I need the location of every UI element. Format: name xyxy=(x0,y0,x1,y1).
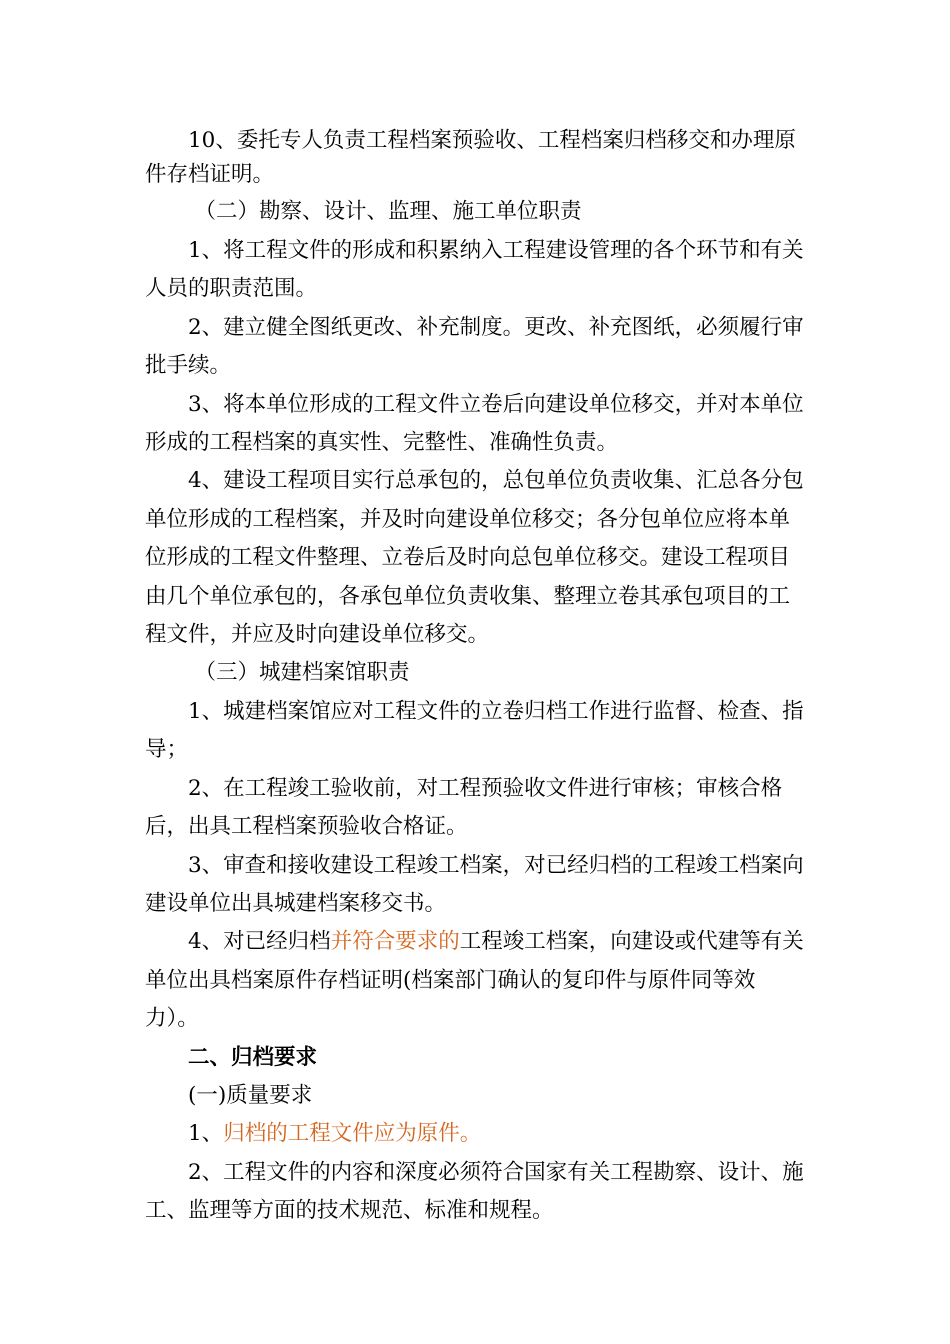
paragraph-survey-1: 1、将工程文件的形成和积累纳入工程建设管理的各个环节和有关人员的职责范围。 xyxy=(145,238,804,302)
paragraph-archive-4-part2: 工程竣工档案，向建设或代建等有关单位出具档案原件存档证明(档案部门确认的复印件与原件同等效力）。 xyxy=(145,929,804,1032)
paragraph-archive-1: 1、城建档案馆应对工程文件的立卷归档工作进行监督、检查、指导； xyxy=(145,698,804,763)
paragraph-survey-2: 2、建立健全图纸更改、补充制度。更改、补充图纸，必须履行审批手续。 xyxy=(145,314,804,379)
highlighted-text: 归档的工程文件应为原件。 xyxy=(223,1121,482,1147)
paragraph-survey-3: 3、将本单位形成的工程文件立卷后向建设单位移交，并对本单位形成的工程档案的真实性、完整性、准确性负责。 xyxy=(145,391,804,456)
paragraph-quality-1-prefix: 1、 xyxy=(188,1121,224,1147)
paragraph-archive-4 xyxy=(145,923,809,1038)
section-heading-filing-requirements: 二、归档要求 xyxy=(188,1044,318,1070)
paragraph-quality-1 xyxy=(145,1115,809,1153)
paragraph-quality-2: 2、工程文件的内容和深度必须符合国家有关工程勘察、设计、施工、监理等方面的技术规范、标准和规程。 xyxy=(145,1159,804,1224)
paragraph-archive-4-part1: 4、对已经归档 xyxy=(188,929,331,955)
paragraph-archive-3: 3、审查和接收建设工程竣工档案，对已经归档的工程竣工档案向建设单位出具城建档案移交书。 xyxy=(145,852,804,916)
highlighted-text: 并符合要求的 xyxy=(330,929,460,955)
paragraph-archive-2: 2、在工程竣工验收前，对工程预验收文件进行审核；审核合格后，出具工程档案预验收合格证。 xyxy=(145,775,783,840)
section-heading-survey-design-units: （二）勘察、设计、监理、施工单位职责 xyxy=(194,199,582,224)
section-heading-archive-bureau: （三）城建档案馆职责 xyxy=(194,660,410,686)
paragraph-item-10: 10、委托专人负责工程档案预验收、工程档案归档移交和办理原件存档证明。 xyxy=(145,128,796,187)
paragraph-survey-4: 4、建设工程项目实行总承包的，总包单位负责收集、汇总各分包单位形成的工程档案，并及时向建设单位移交；各分包单位应将本单位形成的工程文件整理、立卷后及时向总包单位移交。建设工程项目由几个单位承包的，各承包单位负责收集、整理立卷其承包项目的工程文件，并应及时向建设单位移交。 xyxy=(145,468,804,648)
subsection-heading-quality-requirements: (一)质量要求 xyxy=(188,1082,313,1108)
document-body xyxy=(145,124,809,1231)
